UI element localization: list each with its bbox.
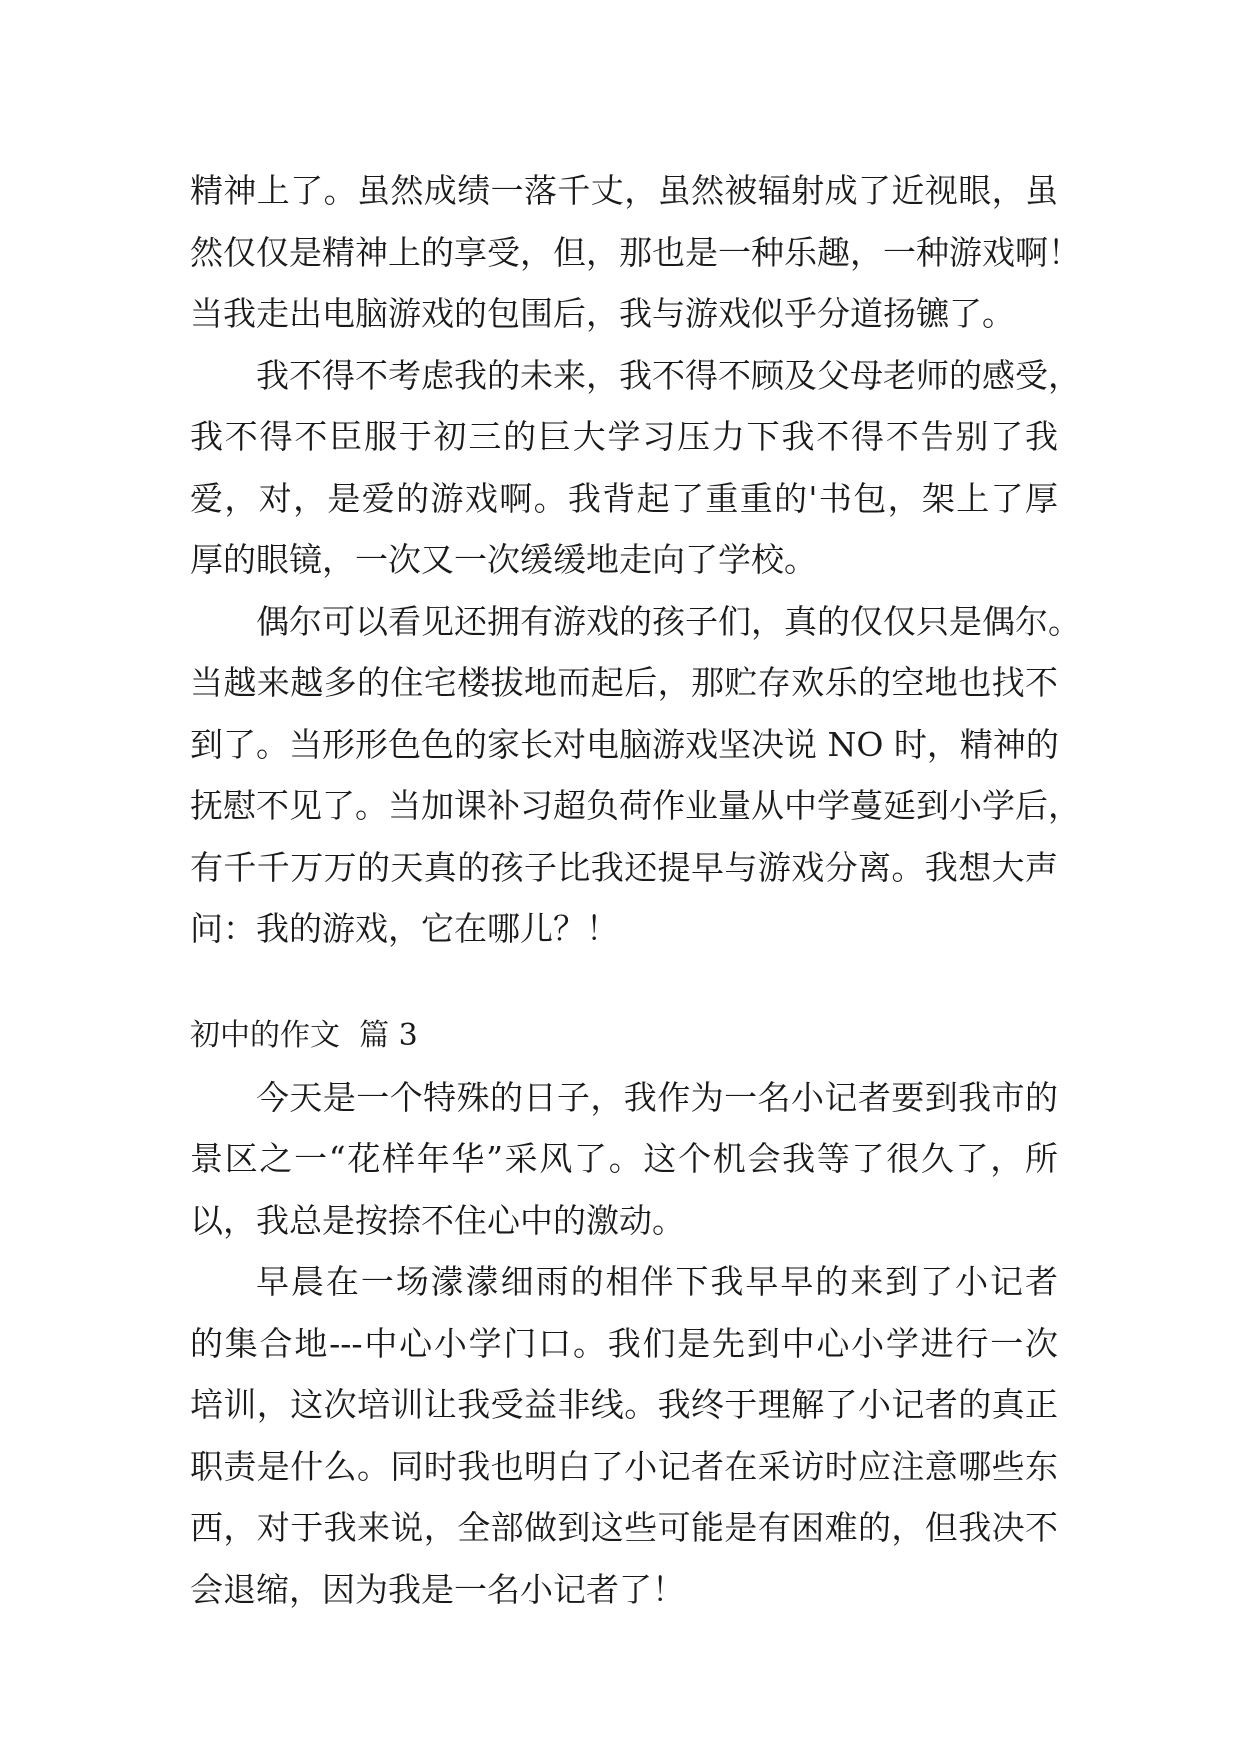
- section-spacer: [190, 960, 1058, 1004]
- text-line: 今天是一个特殊的日子，我作为一名小记者要到我市的: [256, 1077, 1058, 1117]
- text-line: 职责是什么。同时我也明白了小记者在采访时应注意哪些东: [190, 1446, 1058, 1486]
- paragraph: [190, 1251, 1058, 1620]
- text-line: 然仅仅是精神上的享受，但，那也是一种乐趣，一种游戏啊！: [190, 232, 1081, 272]
- text-line: 的集合地---中心小学门口。我们是先到中心小学进行一次: [190, 1323, 1058, 1363]
- text-line: 精神上了。虽然成绩一落千丈，虽然被辐射成了近视眼，虽: [190, 171, 1058, 210]
- text-line: 问：我的游戏，它在哪儿？！: [190, 909, 619, 948]
- paragraph: [190, 345, 1081, 591]
- paragraph: [190, 591, 1081, 960]
- text-line: 早晨在一场濛濛细雨的相伴下我早早的来到了小记者: [256, 1262, 1058, 1301]
- text-line: 当越来越多的住宅楼拔地而起后，那贮存欢乐的空地也找不: [190, 663, 1058, 702]
- text-line: 有千千万万的天真的孩子比我还提早与游戏分离。我想大声: [190, 847, 1058, 887]
- text-line: 西，对于我来说，全部做到这些可能是有困难的，但我决不: [190, 1508, 1058, 1547]
- text-line: 当我走出电脑游戏的包围后，我与游戏似乎分道扬镳了。: [190, 294, 1015, 333]
- section-heading: 初中的作文 篇 3: [190, 1017, 418, 1053]
- text-line: 培训，这次培训让我受益非线。我终于理解了小记者的真正: [190, 1385, 1058, 1424]
- paragraph: [190, 1067, 1058, 1252]
- text-line: 景区之一“花样年华”采风了。这个机会我等了很久了，所: [190, 1139, 1058, 1178]
- document-body: [190, 160, 1081, 1620]
- text-line: 爱，对，是爱的游戏啊。我背起了重重的'书包，架上了厚: [190, 478, 1058, 518]
- text-line: 偶尔可以看见还拥有游戏的孩子们，真的仅仅只是偶尔。: [256, 601, 1081, 641]
- text-line: 抚慰不见了。当加课补习超负荷作业量从中学蔓延到小学后，: [190, 786, 1081, 825]
- text-line: 厚的眼镜，一次又一次缓缓地走向了学校。: [190, 540, 817, 579]
- text-line: 以，我总是按捺不住心中的激动。: [190, 1200, 685, 1240]
- text-line: 会退缩，因为我是一名小记者了！: [190, 1569, 685, 1609]
- paragraph: [190, 160, 1081, 345]
- text-line: 到了。当形形色色的家长对电脑游戏坚决说 NO 时，精神的: [190, 724, 1059, 764]
- text-line: 我不得不臣服于初三的巨大学习压力下我不得不告别了我: [190, 417, 1058, 456]
- text-line: 我不得不考虑我的未来，我不得不顾及父母老师的感受，: [256, 355, 1081, 395]
